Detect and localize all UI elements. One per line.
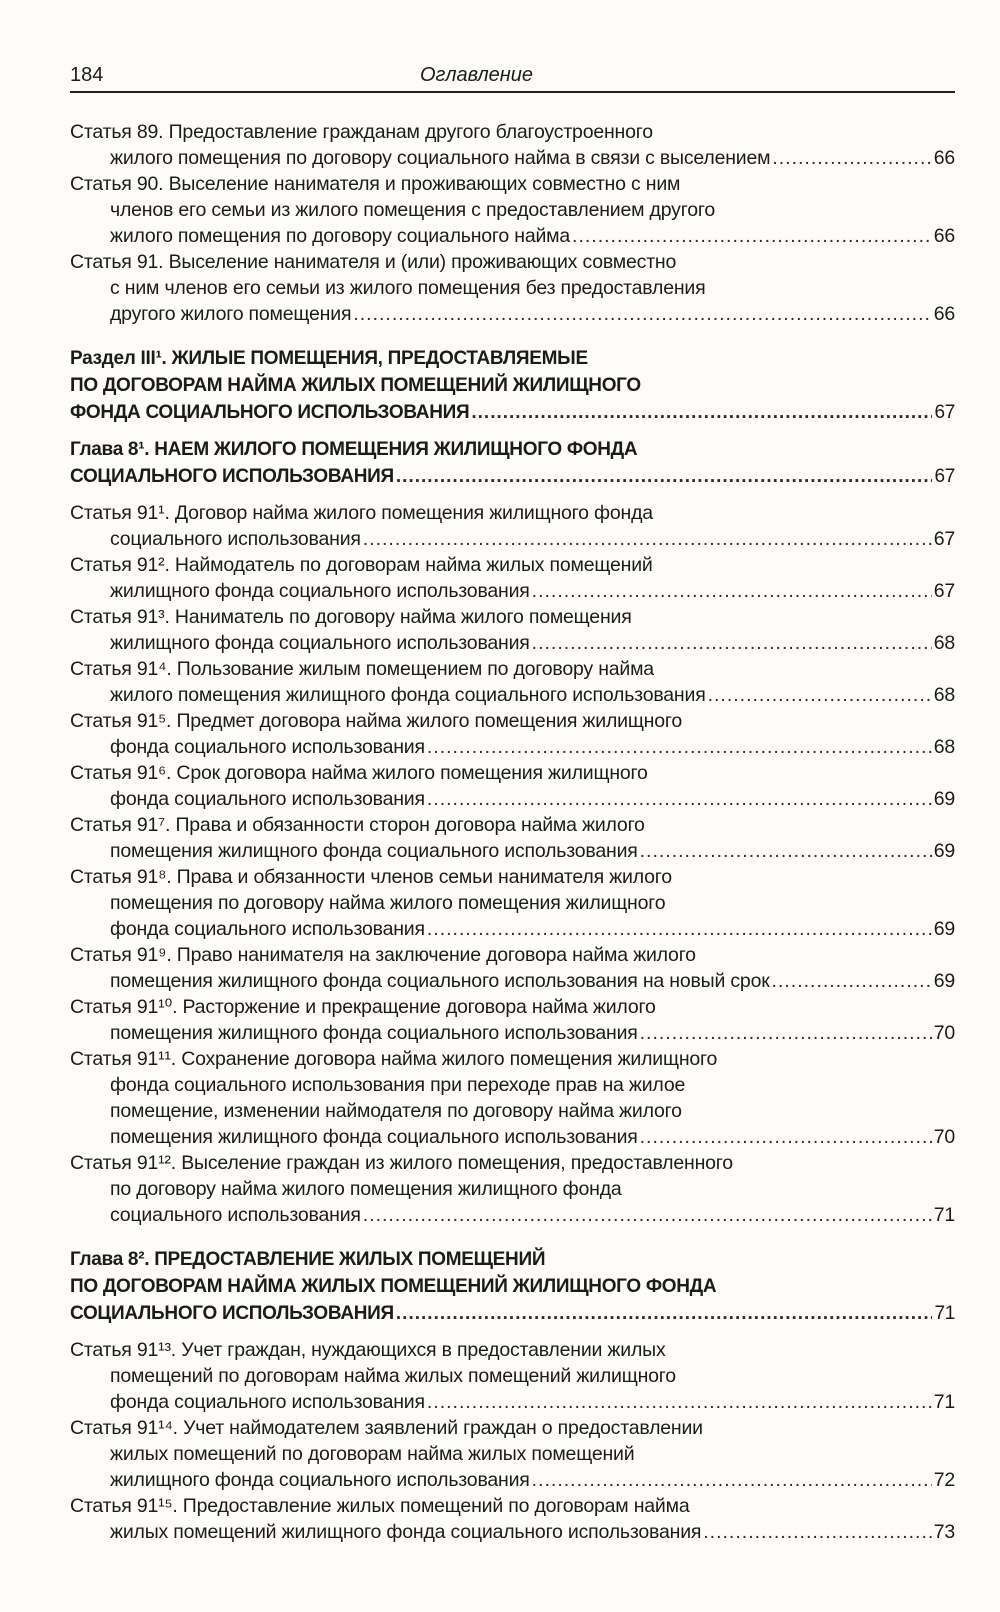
toc-article-entry[interactable] — [70, 864, 955, 942]
toc-line-text: с ним членов его семьи из жилого помещения без предоставления — [110, 277, 706, 299]
toc-line-text: Статья 91³. Наниматель по договору найма жилого помещения — [70, 606, 632, 628]
toc-line-text: СОЦИАЛЬНОГО ИСПОЛЬЗОВАНИЯ — [70, 466, 394, 487]
toc-line — [70, 994, 955, 1020]
toc-line-text: Статья 91⁵. Предмет договора найма жилого помещения жилищного — [70, 710, 683, 732]
dot-leader — [427, 734, 932, 760]
toc-line-text: жилых помещений по договорам найма жилых помещений — [110, 1443, 635, 1465]
toc-page-number: 70 — [933, 1022, 955, 1044]
page-header — [70, 62, 955, 92]
dot-leader — [363, 526, 932, 552]
toc-line-text: Статья 91². Наймодатель по договорам найма жилых помещений — [70, 554, 653, 576]
spacer — [70, 1228, 955, 1246]
toc-line-text: Глава 8². ПРЕДОСТАВЛЕНИЕ ЖИЛЫХ ПОМЕЩЕНИЙ — [70, 1249, 546, 1270]
toc-page-number: 69 — [933, 970, 955, 992]
toc-line — [70, 708, 955, 734]
toc-line-text: социального использования — [110, 1204, 361, 1226]
toc-line — [70, 760, 955, 786]
toc-article-entry[interactable] — [70, 1046, 955, 1150]
toc-article-entry[interactable] — [70, 656, 955, 708]
toc-page-number: 71 — [933, 1204, 955, 1226]
dot-leader — [703, 1519, 931, 1545]
toc-page-number: 67 — [934, 466, 955, 487]
toc-article-entry[interactable] — [70, 552, 955, 604]
toc-article-entry[interactable] — [70, 119, 955, 171]
toc-line-text: жилищного фонда социального использования — [110, 580, 530, 602]
toc-line-text: жилищного фонда социального использования — [110, 632, 530, 654]
toc-line — [70, 500, 955, 526]
toc-line — [70, 1441, 955, 1467]
toc-line — [70, 1246, 955, 1273]
toc-line — [70, 1389, 955, 1415]
toc-page-number: 66 — [933, 303, 955, 325]
toc-line — [70, 838, 955, 864]
spacer — [70, 1327, 955, 1337]
toc-line-text: жилищного фонда социального использования — [110, 1469, 530, 1491]
toc-line — [70, 1337, 955, 1363]
toc-line — [70, 968, 955, 994]
dot-leader — [353, 301, 931, 327]
dot-leader — [396, 1300, 933, 1327]
toc-line-text: ПО ДОГОВОРАМ НАЙМА ЖИЛЫХ ПОМЕЩЕНИЙ ЖИЛИЩНОГО ФОНДА — [70, 1276, 717, 1297]
toc-line — [70, 1415, 955, 1441]
toc-article-entry[interactable] — [70, 249, 955, 327]
toc-line-text: Статья 91¹⁵. Предоставление жилых помещений по договорам найма — [70, 1495, 690, 1517]
toc-line-text: помещений по договорам найма жилых помещений жилищного — [110, 1365, 676, 1387]
toc-line — [70, 197, 955, 223]
toc-line — [70, 812, 955, 838]
dot-leader — [640, 1124, 932, 1150]
toc-line-text: жилого помещения по договору социального найма — [110, 225, 571, 247]
toc-line-text: ПО ДОГОВОРАМ НАЙМА ЖИЛЫХ ПОМЕЩЕНИЙ ЖИЛИЩНОГО — [70, 375, 641, 396]
toc-line — [70, 372, 955, 399]
dot-leader — [708, 682, 932, 708]
toc-line — [70, 656, 955, 682]
toc-page-number: 68 — [933, 632, 955, 654]
dot-leader — [532, 578, 932, 604]
toc-line — [70, 786, 955, 812]
dot-leader — [396, 463, 933, 490]
toc-line — [70, 1150, 955, 1176]
toc-line-text: фонда социального использования — [110, 788, 425, 810]
page-number: 184 — [70, 64, 104, 86]
dot-leader — [572, 223, 932, 249]
toc-page-number: 68 — [933, 736, 955, 758]
toc-line — [70, 734, 955, 760]
toc-line-text: фонда социального использования — [110, 918, 425, 940]
toc-line — [70, 942, 955, 968]
toc-line-text: Статья 91¹¹. Сохранение договора найма жилого помещения жилищного — [70, 1048, 718, 1070]
toc-heading-entry[interactable] — [70, 345, 955, 426]
toc-line — [70, 1363, 955, 1389]
toc-line-text: жилого помещения по договору социального найма в связи с выселением — [110, 147, 771, 169]
dot-leader — [471, 399, 932, 426]
toc-article-entry[interactable] — [70, 1415, 955, 1493]
toc-line-text: по договору найма жилого помещения жилищного фонда — [110, 1178, 622, 1200]
toc-line-text: фонда социального использования — [110, 1391, 425, 1413]
toc-article-entry[interactable] — [70, 171, 955, 249]
toc-line-text: помещения жилищного фонда социального использования на новый срок — [110, 970, 770, 992]
dot-leader — [532, 1467, 932, 1493]
toc-line-text: Глава 8¹. НАЕМ ЖИЛОГО ПОМЕЩЕНИЯ ЖИЛИЩНОГО ФОНДА — [70, 439, 638, 460]
header-rule — [70, 91, 955, 93]
toc-line — [70, 630, 955, 656]
dot-leader — [772, 145, 931, 171]
toc-article-entry[interactable] — [70, 812, 955, 864]
toc-page-number: 70 — [933, 1126, 955, 1148]
toc-article-entry[interactable] — [70, 1337, 955, 1415]
running-title: Оглавление — [420, 64, 534, 86]
toc-heading-entry[interactable] — [70, 436, 955, 490]
dot-leader — [640, 1020, 932, 1046]
toc-line-text: Статья 91⁹. Право нанимателя на заключение договора найма жилого — [70, 944, 696, 966]
toc-line — [70, 249, 955, 275]
toc-page-number: 67 — [933, 580, 955, 602]
spacer — [70, 426, 955, 436]
toc-page-number: 69 — [933, 918, 955, 940]
toc-page-number: 67 — [933, 528, 955, 550]
toc-line-text: жилых помещений жилищного фонда социального использования — [110, 1521, 702, 1543]
toc-line-text: фонда социального использования — [110, 736, 425, 758]
toc-article-entry[interactable] — [70, 500, 955, 552]
toc-line — [70, 1493, 955, 1519]
toc-page-number: 72 — [933, 1469, 955, 1491]
toc-line-text: социального использования — [110, 528, 361, 550]
toc-line-text: Статья 91⁴. Пользование жилым помещением по договору найма — [70, 658, 654, 680]
toc-line — [70, 578, 955, 604]
toc-line — [70, 1467, 955, 1493]
toc-line-text: СОЦИАЛЬНОГО ИСПОЛЬЗОВАНИЯ — [70, 1303, 394, 1324]
toc-line — [70, 526, 955, 552]
toc-page-number: 69 — [933, 788, 955, 810]
toc-line — [70, 1176, 955, 1202]
toc-page-number: 66 — [933, 147, 955, 169]
toc-line-text: ФОНДА СОЦИАЛЬНОГО ИСПОЛЬЗОВАНИЯ — [70, 402, 470, 423]
dot-leader — [427, 1389, 932, 1415]
toc-line-text: Статья 90. Выселение нанимателя и проживающих совместно с ним — [70, 173, 681, 195]
toc-line — [70, 345, 955, 372]
dot-leader — [532, 630, 932, 656]
toc-line-text: помещения жилищного фонда социального использования — [110, 1022, 638, 1044]
toc-line-text: Статья 91¹⁰. Расторжение и прекращение договора найма жилого — [70, 996, 656, 1018]
toc-line — [70, 916, 955, 942]
toc-line-text: Статья 91¹³. Учет граждан, нуждающихся в предоставлении жилых — [70, 1339, 666, 1361]
toc-line — [70, 223, 955, 249]
toc-line — [70, 399, 955, 426]
toc-line — [70, 463, 955, 490]
dot-leader — [427, 786, 932, 812]
toc-line — [70, 1300, 955, 1327]
table-of-contents — [70, 119, 955, 1545]
toc-line — [70, 145, 955, 171]
toc-page-number: 66 — [933, 225, 955, 247]
toc-line — [70, 1098, 955, 1124]
toc-line-text: Статья 91¹⁴. Учет наймодателем заявлений граждан о предоставлении — [70, 1417, 703, 1439]
toc-page-number: 69 — [933, 840, 955, 862]
toc-line-text: другого жилого помещения — [110, 303, 352, 325]
toc-line — [70, 604, 955, 630]
toc-page-number: 71 — [933, 1391, 955, 1413]
toc-line — [70, 301, 955, 327]
spacer — [70, 490, 955, 500]
toc-line-text: Статья 91¹². Выселение граждан из жилого помещения, предоставленного — [70, 1152, 733, 1174]
toc-line-text: фонда социального использования при переходе прав на жилое — [110, 1074, 686, 1096]
toc-line — [70, 1020, 955, 1046]
toc-line — [70, 864, 955, 890]
toc-line-text: Статья 89. Предоставление гражданам другого благоустроенного — [70, 121, 653, 143]
toc-line-text: помещения жилищного фонда социального использования — [110, 840, 638, 862]
toc-line-text: Статья 91¹. Договор найма жилого помещения жилищного фонда — [70, 502, 653, 524]
toc-line-text: Статья 91. Выселение нанимателя и (или) проживающих совместно — [70, 251, 677, 273]
toc-line-text: помещения жилищного фонда социального использования — [110, 1126, 638, 1148]
toc-line — [70, 1202, 955, 1228]
toc-line — [70, 1046, 955, 1072]
toc-line — [70, 890, 955, 916]
toc-line-text: жилого помещения жилищного фонда социального использования — [110, 684, 706, 706]
spacer — [70, 327, 955, 345]
toc-line-text: членов его семьи из жилого помещения с предоставлением другого — [110, 199, 715, 221]
toc-line-text: Раздел III¹. ЖИЛЫЕ ПОМЕЩЕНИЯ, ПРЕДОСТАВЛЯЕМЫЕ — [70, 348, 588, 369]
toc-line-text: Статья 91⁶. Срок договора найма жилого помещения жилищного — [70, 762, 648, 784]
toc-line — [70, 275, 955, 301]
toc-line — [70, 436, 955, 463]
toc-line-text: Статья 91⁷. Права и обязанности сторон договора найма жилого — [70, 814, 645, 836]
toc-page-number: 73 — [933, 1521, 955, 1543]
toc-page-number: 71 — [934, 1303, 955, 1324]
toc-article-entry[interactable] — [70, 942, 955, 994]
dot-leader — [427, 916, 932, 942]
dot-leader — [363, 1202, 932, 1228]
toc-article-entry[interactable] — [70, 1150, 955, 1228]
toc-page-number: 68 — [933, 684, 955, 706]
toc-article-entry[interactable] — [70, 1493, 955, 1545]
toc-article-entry[interactable] — [70, 760, 955, 812]
toc-line — [70, 552, 955, 578]
toc-line — [70, 1072, 955, 1098]
toc-line — [70, 1124, 955, 1150]
toc-line-text: помещение, изменении наймодателя по договору найма жилого — [110, 1100, 682, 1122]
toc-article-entry[interactable] — [70, 708, 955, 760]
toc-line — [70, 171, 955, 197]
dot-leader — [772, 968, 932, 994]
dot-leader — [640, 838, 932, 864]
toc-page-number: 67 — [934, 402, 955, 423]
toc-heading-entry[interactable] — [70, 1246, 955, 1327]
toc-line — [70, 1519, 955, 1545]
toc-line — [70, 119, 955, 145]
toc-line-text: помещения по договору найма жилого помещения жилищного — [110, 892, 666, 914]
toc-line — [70, 1273, 955, 1300]
toc-line — [70, 682, 955, 708]
toc-line-text: Статья 91⁸. Права и обязанности членов семьи нанимателя жилого — [70, 866, 672, 888]
toc-article-entry[interactable] — [70, 994, 955, 1046]
toc-article-entry[interactable] — [70, 604, 955, 656]
